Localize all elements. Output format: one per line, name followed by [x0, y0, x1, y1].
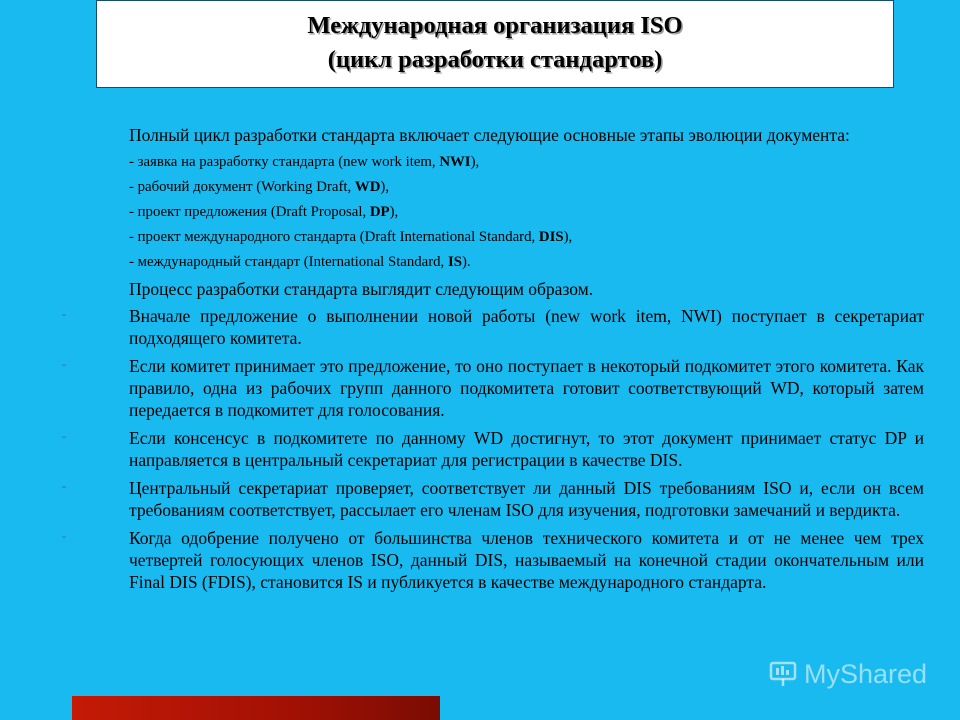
bullet-dash: - [62, 429, 66, 443]
process-steps [62, 305, 924, 593]
watermark-text: MyShared [804, 658, 928, 689]
bullet-dash: - [62, 529, 66, 543]
slide-title-box [96, 0, 894, 88]
stage-item: - международный стандарт (International Standard, IS). [129, 254, 471, 270]
slide-title: Международная организация ISO [307, 12, 683, 39]
process-intro: Процесс разработки стандарта выглядит следующим образом. [129, 279, 594, 299]
slide-subtitle: (цикл разработки стандартов) [327, 46, 663, 73]
process-step [62, 477, 924, 521]
intro-paragraph: Полный цикл разработки стандарта включает следующие основные этапы эволюции документа: [129, 125, 850, 145]
process-step [62, 427, 924, 471]
decorative-red-bar [72, 696, 440, 720]
process-step [62, 305, 924, 349]
presentation-icon [768, 659, 798, 689]
bullet-dash: - [62, 479, 66, 493]
process-step-text: Если комитет принимает это предложение, то оно поступает в некоторый подкомитет этого комитета. Как правило, одна из рабочих групп данного подкомитета готовит соответствующий WD, который затем передается в подкомитет для голосования. [129, 356, 924, 420]
process-step-text: Центральный секретариат проверяет, соответствует ли данный DIS требованиям ISO и, если он всем требованиям соответствует, рассылает его членам ISO для изучения, подготовки замечаний и вердикта. [129, 478, 924, 520]
process-step-text: Когда одобрение получено от большинства членов технического комитета и от не менее чем трех четвертей голосующих членов ISO, данный DIS, называемый на конечной стадии окончательным или Final DIS (FDIS), становится IS и публикуется в качестве международного стандарта. [129, 528, 924, 592]
stage-item: - проект предложения (Draft Proposal, DP), [129, 204, 399, 220]
stage-list [129, 153, 924, 271]
watermark [768, 656, 948, 692]
process-step [62, 355, 924, 421]
stage-item: - проект международного стандарта (Draft International Standard, DIS), [129, 229, 573, 245]
slide-content [62, 124, 924, 599]
stage-item: - рабочий документ (Working Draft, WD), [129, 179, 390, 195]
process-step-text: Если консенсус в подкомитете по данному WD достигнут, то этот документ принимает статус DP и направляется в центральный секретариат для регистрации в качестве DIS. [129, 428, 924, 470]
stage-item: - заявка на разработку стандарта (new work item, NWI), [129, 154, 480, 170]
bullet-dash: - [62, 357, 66, 371]
process-step [62, 527, 924, 593]
bullet-dash: - [62, 307, 66, 321]
process-step-text: Вначале предложение о выполнении новой работы (new work item, NWI) поступает в секретариат подходящего комитета. [129, 306, 924, 348]
